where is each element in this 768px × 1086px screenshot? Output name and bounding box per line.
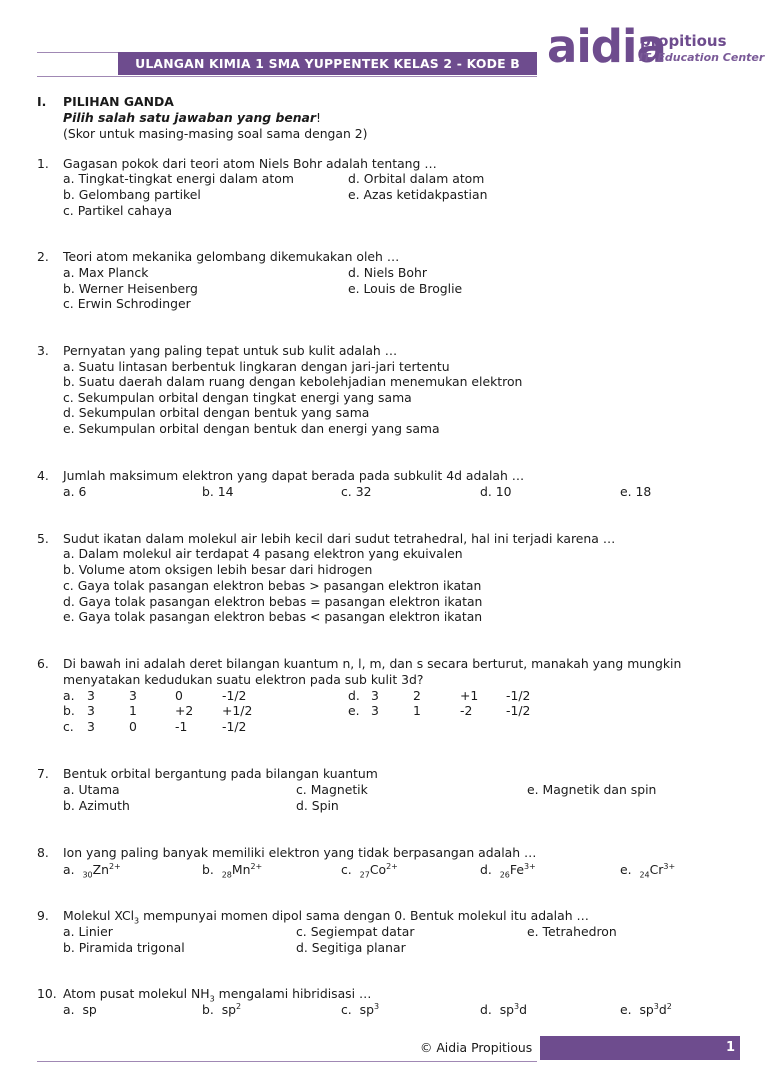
ion-charge: 2+ xyxy=(250,861,263,871)
option-label: c. xyxy=(63,719,74,734)
quantum-s: -1/2 xyxy=(222,719,247,734)
option: e. Azas ketidakpastian xyxy=(348,187,488,202)
ion-option xyxy=(341,862,398,878)
element-symbol: Mn xyxy=(231,862,251,877)
element-symbol: Co xyxy=(369,862,387,877)
question-text: Pernyatan yang paling tepat untuk sub kulit adalah … xyxy=(63,343,398,358)
option: a. Max Planck xyxy=(63,265,149,280)
option: d. Orbital dalam atom xyxy=(348,171,485,186)
option-label: e. xyxy=(348,703,360,718)
logo-tagline: IT- Education Center xyxy=(639,51,765,64)
question-text: Di bawah ini adalah deret bilangan kuantum n, l, m, dan s secara berturut, manakah yang mungkin xyxy=(63,656,682,671)
orbital-exponent: 2 xyxy=(236,1001,242,1011)
ion-option xyxy=(63,862,121,878)
quantum-l: 1 xyxy=(413,703,421,718)
element-symbol: Zn xyxy=(92,862,109,877)
option: e. 18 xyxy=(620,484,652,499)
option: e. Louis de Broglie xyxy=(348,281,463,296)
atomic-number: 26 xyxy=(499,870,510,880)
question-text: Ion yang paling banyak memiliki elektron yang tidak berpasangan adalah … xyxy=(63,845,537,860)
orbital-exponent: 3 xyxy=(373,1001,380,1011)
option-label: d. xyxy=(480,862,492,877)
option: d. Spin xyxy=(296,798,339,813)
option: b. 14 xyxy=(202,484,234,499)
ion-charge: 3+ xyxy=(663,861,676,871)
orbital-base: sp xyxy=(499,1002,515,1017)
question-text: Jumlah maksimum elektron yang dapat berada pada subkulit 4d adalah … xyxy=(63,468,525,483)
quantum-s: +1/2 xyxy=(222,703,253,718)
orbital-base: sp xyxy=(359,1002,374,1017)
question-text-cont: menyatakan kedudukan suatu elektron pada sub kulit 3d? xyxy=(63,672,424,687)
quantum-n: 3 xyxy=(371,688,379,703)
orbital-exponent: 2 xyxy=(666,1001,672,1011)
option: d. 10 xyxy=(480,484,512,499)
hybrid-option xyxy=(202,1002,241,1018)
option-label: b. xyxy=(202,862,214,877)
hybrid-option xyxy=(341,1002,379,1018)
hybrid-option xyxy=(63,1002,97,1018)
ion-option xyxy=(202,862,262,878)
quantum-n: 3 xyxy=(87,703,95,718)
footer-rule xyxy=(37,1061,537,1062)
option: c. Sekumpulan orbital dengan tingkat energi yang sama xyxy=(63,390,412,405)
question-number: 4. xyxy=(37,468,49,483)
quantum-m: -1 xyxy=(175,719,188,734)
option: c. Partikel cahaya xyxy=(63,203,173,218)
question-text-part: mempunyai momen dipol sama dengan 0. Bentuk molekul itu adalah … xyxy=(139,908,589,923)
ion-charge: 2+ xyxy=(386,861,398,871)
document-title: ULANGAN KIMIA 1 SMA YUPPENTEK KELAS 2 - KODE B xyxy=(135,56,520,71)
option: d. Niels Bohr xyxy=(348,265,427,280)
quantum-n: 3 xyxy=(371,703,379,718)
question-text xyxy=(63,908,589,924)
subscript: 3 xyxy=(134,916,140,926)
option: c. Magnetik xyxy=(296,782,368,797)
option: d. Sekumpulan orbital dengan bentuk yang sama xyxy=(63,405,370,420)
option: d. Gaya tolak pasangan elektron bebas = pasangan elektron ikatan xyxy=(63,594,483,609)
instruction-excl: ! xyxy=(316,110,321,125)
option: a. 6 xyxy=(63,484,87,499)
orbital-base: sp xyxy=(221,1002,237,1017)
option-label: d. xyxy=(348,688,360,703)
option-label: c. xyxy=(341,1002,352,1017)
question-text-part: Atom pusat molekul NH xyxy=(63,986,210,1001)
question-number: 8. xyxy=(37,845,49,860)
question-text: Bentuk orbital bergantung pada bilangan kuantum xyxy=(63,766,378,781)
ion-option xyxy=(480,862,536,878)
orbital-exponent: 3 xyxy=(514,1001,520,1011)
option: b. Volume atom oksigen lebih besar dari hidrogen xyxy=(63,562,373,577)
question-number: 3. xyxy=(37,343,49,358)
question-text: Gagasan pokok dari teori atom Niels Bohr adalah tentang … xyxy=(63,156,437,171)
option: b. Piramida trigonal xyxy=(63,940,185,955)
option: e. Gaya tolak pasangan elektron bebas < pasangan elektron ikatan xyxy=(63,609,483,624)
copyright: © Aidia Propitious xyxy=(420,1040,533,1055)
quantum-l: 3 xyxy=(129,688,137,703)
orbital-d: d xyxy=(658,1002,667,1017)
quantum-s: -1/2 xyxy=(222,688,247,703)
option: d. Segitiga planar xyxy=(296,940,406,955)
question-number: 9. xyxy=(37,908,49,923)
ion-charge: 2+ xyxy=(108,861,121,871)
option-label: b. xyxy=(63,703,75,718)
option-label: d. xyxy=(480,1002,492,1017)
quantum-l: 1 xyxy=(129,703,137,718)
hybrid-option xyxy=(620,1002,672,1018)
atomic-number: 30 xyxy=(82,870,93,880)
page-number: 1 xyxy=(725,1040,735,1055)
instruction-text: Pilih salah satu jawaban yang benar xyxy=(63,110,317,125)
aidia-logo: aidia xyxy=(547,20,666,73)
option: c. Gaya tolak pasangan elektron bebas > pasangan elektron ikatan xyxy=(63,578,482,593)
quantum-m: +2 xyxy=(175,703,194,718)
instruction xyxy=(63,110,321,126)
logo-propitious: propitious xyxy=(640,32,727,50)
question-number: 5. xyxy=(37,531,49,546)
option: c. 32 xyxy=(341,484,372,499)
atomic-number: 28 xyxy=(221,870,232,880)
hybrid-option xyxy=(480,1002,527,1018)
quantum-n: 3 xyxy=(87,719,95,734)
option: b. Gelombang partikel xyxy=(63,187,201,202)
quantum-m: 0 xyxy=(175,688,183,703)
option-label: a. xyxy=(63,1002,75,1017)
section-number: I. xyxy=(37,94,47,109)
option-label: e. xyxy=(620,862,632,877)
option-label: c. xyxy=(341,862,352,877)
question-number: 1. xyxy=(37,156,49,171)
orbital-base: sp xyxy=(82,1002,97,1017)
option: e. Sekumpulan orbital dengan bentuk dan energi yang sama xyxy=(63,421,440,436)
quantum-m: -2 xyxy=(460,703,473,718)
orbital-base: sp xyxy=(639,1002,654,1017)
question-text-part: mengalami hibridisasi … xyxy=(214,986,372,1001)
option-label: a. xyxy=(63,862,75,877)
orbital-exponent: 3 xyxy=(653,1001,659,1011)
ion-charge: 3+ xyxy=(523,861,536,871)
quantum-l: 0 xyxy=(129,719,137,734)
ion-option xyxy=(620,862,675,878)
section-title: PILIHAN GANDA xyxy=(63,94,174,109)
quantum-s: -1/2 xyxy=(506,703,531,718)
question-text xyxy=(63,986,371,1002)
element-symbol: Fe xyxy=(509,862,524,877)
option: b. Suatu daerah dalam ruang dengan kebolehjadian menemukan elektron xyxy=(63,374,523,389)
option: a. Dalam molekul air terdapat 4 pasang elektron yang ekuivalen xyxy=(63,546,463,561)
atomic-number: 24 xyxy=(639,870,650,880)
quantum-l: 2 xyxy=(413,688,421,703)
option: a. Utama xyxy=(63,782,120,797)
option: b. Azimuth xyxy=(63,798,130,813)
question-number: 6. xyxy=(37,656,49,671)
option: e. Tetrahedron xyxy=(527,924,617,939)
question-number: 7. xyxy=(37,766,49,781)
option: b. Werner Heisenberg xyxy=(63,281,198,296)
quantum-n: 3 xyxy=(87,688,95,703)
atomic-number: 27 xyxy=(359,870,370,880)
option: e. Magnetik dan spin xyxy=(527,782,657,797)
question-number: 2. xyxy=(37,249,49,264)
quantum-m: +1 xyxy=(460,688,479,703)
option: a. Linier xyxy=(63,924,113,939)
question-text-part: Molekul XCl xyxy=(63,908,135,923)
option: c. Erwin Schrodinger xyxy=(63,296,191,311)
option-label: b. xyxy=(202,1002,214,1017)
option-label: a. xyxy=(63,688,75,703)
option-label: e. xyxy=(620,1002,632,1017)
option: a. Tingkat-tingkat energi dalam atom xyxy=(63,171,294,186)
option: a. Suatu lintasan berbentuk lingkaran dengan jari-jari tertentu xyxy=(63,359,450,374)
subscript: 3 xyxy=(209,994,215,1004)
question-number: 10. xyxy=(37,986,57,1001)
element-symbol: Cr xyxy=(649,862,664,877)
quantum-s: -1/2 xyxy=(506,688,531,703)
question-text: Sudut ikatan dalam molekul air lebih kecil dari sudut tetrahedral, hal ini terjadi karena … xyxy=(63,531,616,546)
orbital-d: d xyxy=(519,1002,527,1017)
score-note: (Skor untuk masing-masing soal sama dengan 2) xyxy=(63,126,368,141)
question-text: Teori atom mekanika gelombang dikemukakan oleh … xyxy=(63,249,400,264)
option: c. Segiempat datar xyxy=(296,924,415,939)
